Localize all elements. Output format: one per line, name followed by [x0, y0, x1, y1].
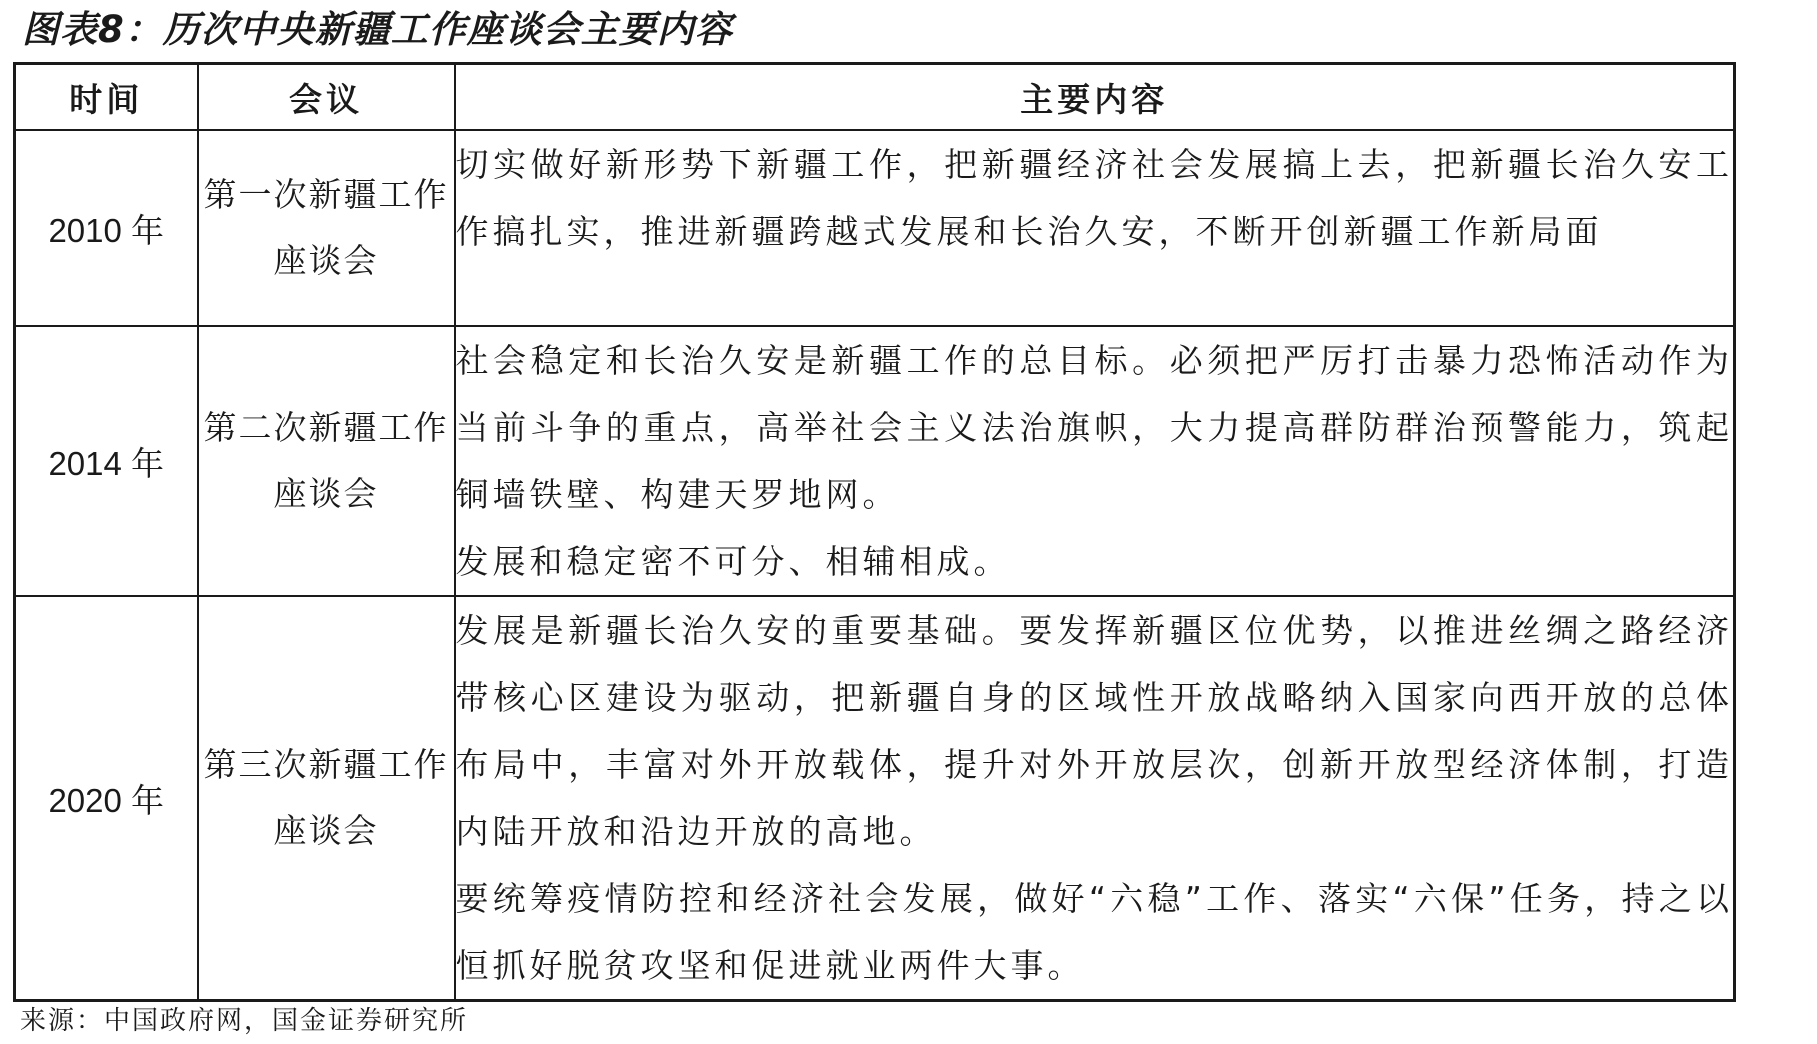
content-paragraph: 发展是新疆长治久安的重要基础。要发挥新疆区位优势，以推进丝绸之路经济带核心区建设为驱动，把新疆自身的区域性开放战略纳入国家向西开放的总体布局中，丰富对外开放载体，提升对外开放层次，创新开放型经济体制，打造内陆开放和沿边开放的高地。	[455, 611, 1733, 851]
table-row	[15, 130, 1735, 326]
meeting-name-line: 第二次新疆工作	[203, 408, 449, 447]
figure-title: 图表8：历次中央新疆工作座谈会主要内容	[22, 8, 733, 51]
content-paragraph: 切实做好新形势下新疆工作，把新疆经济社会发展搞上去，把新疆长治久安工作搞扎实，推进新疆跨越式发展和长治久安，不断开创新疆工作新局面	[455, 145, 1733, 251]
year-cell: 2020 年	[15, 596, 198, 1001]
source-note: 来源：中国政府网，国金证券研究所	[20, 1006, 469, 1036]
content-paragraph: 发展和稳定密不可分、相辅相成。	[455, 542, 1011, 581]
year-cell: 2010 年	[15, 130, 198, 326]
content-cell	[455, 326, 1735, 596]
header-time: 时间	[15, 64, 198, 131]
year-cell: 2014 年	[15, 326, 198, 596]
header-content: 主要内容	[455, 64, 1735, 131]
meeting-name-line: 第一次新疆工作	[203, 175, 449, 214]
meeting-cell	[198, 596, 455, 1001]
table-header-row	[15, 64, 1735, 131]
meeting-name-line: 座谈会	[273, 241, 379, 280]
content-paragraph: 要统筹疫情防控和经济社会发展，做好“六稳”工作、落实“六保”任务，持之以恒抓好脱贫攻坚和促进就业两件大事。	[455, 879, 1733, 985]
meetings-table	[13, 62, 1736, 1002]
meeting-name-line: 座谈会	[273, 811, 379, 850]
table-row	[15, 596, 1735, 1001]
content-cell	[455, 596, 1735, 1001]
meeting-cell	[198, 326, 455, 596]
header-meeting: 会议	[198, 64, 455, 131]
content-cell	[455, 130, 1735, 326]
meeting-name-line: 第三次新疆工作	[203, 745, 449, 784]
meeting-name-line: 座谈会	[273, 474, 379, 513]
content-paragraph: 社会稳定和长治久安是新疆工作的总目标。必须把严厉打击暴力恐怖活动作为当前斗争的重点，高举社会主义法治旗帜，大力提高群防群治预警能力，筑起铜墙铁壁、构建天罗地网。	[455, 341, 1733, 514]
table-row	[15, 326, 1735, 596]
meeting-cell	[198, 130, 455, 326]
